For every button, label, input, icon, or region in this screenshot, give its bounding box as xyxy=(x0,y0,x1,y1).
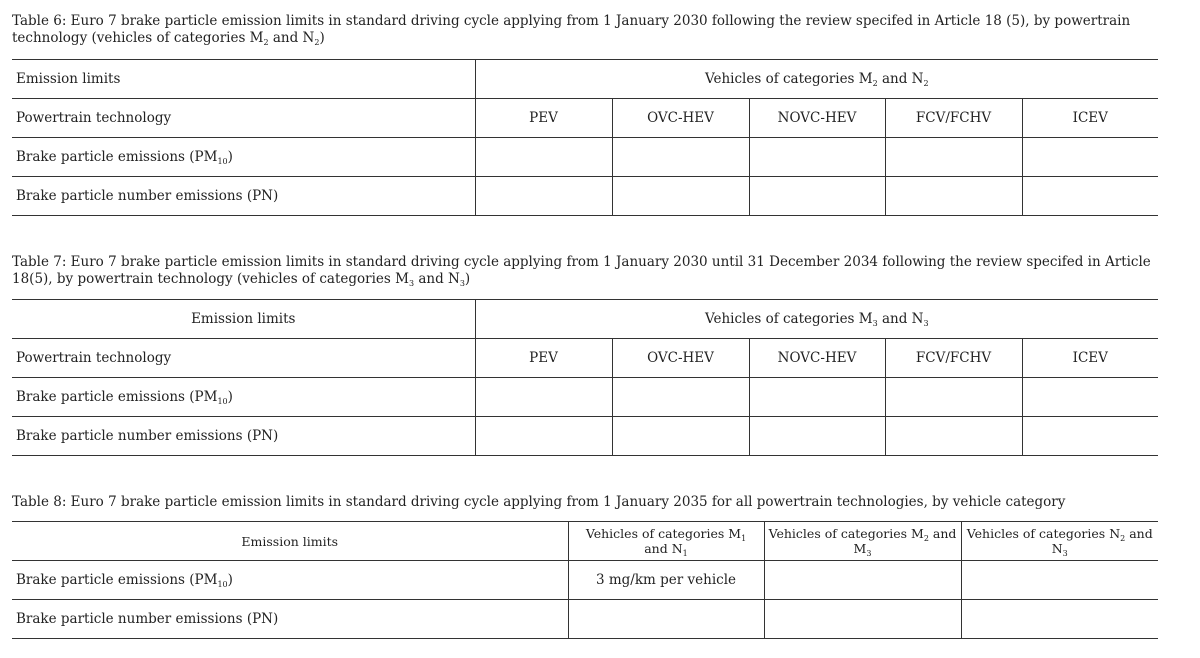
table-cell xyxy=(475,378,612,417)
table7 xyxy=(12,299,1158,456)
table-cell xyxy=(612,378,749,417)
table-cell xyxy=(885,138,1022,177)
table8 xyxy=(12,521,1158,639)
table-cell xyxy=(749,138,885,177)
table-cell xyxy=(475,138,612,177)
tech-pev: PEV xyxy=(475,99,612,138)
table-row xyxy=(12,600,1158,639)
table-cell xyxy=(568,600,764,639)
vehicle-category-header: Vehicles of categories $M_3$ and $N_3$ xyxy=(475,300,1158,339)
table-cell xyxy=(749,177,885,216)
table-row xyxy=(12,522,1158,561)
tech-ovc-hev: OVC-HEV xyxy=(612,99,749,138)
table-cell xyxy=(612,417,749,456)
pm-label: Brake particle emissions $(PM_{10})$ xyxy=(12,138,475,177)
table-row xyxy=(12,300,1158,339)
emission-limits-label: Emission limits xyxy=(12,60,475,99)
table-row xyxy=(12,417,1158,456)
table-cell xyxy=(885,378,1022,417)
tech-icev: ICEV xyxy=(1022,339,1158,378)
table-row xyxy=(12,138,1158,177)
tech-ovc-hev: OVC-HEV xyxy=(612,339,749,378)
table-cell xyxy=(961,561,1158,600)
tech-novc-hev: NOVC-HEV xyxy=(749,339,885,378)
category-m2-m3: Vehicles of categories $M_2$ and $M_3$ xyxy=(764,522,961,561)
pn-label: Brake particle number emissions (PN) xyxy=(12,177,475,216)
table-cell xyxy=(1022,417,1158,456)
table8-caption: Table 8: Euro 7 brake particle emission limits in standard driving cycle applying from 1 January 2035 for all powertrain technologies, by vehicle category xyxy=(12,494,1066,510)
table-row xyxy=(12,378,1158,417)
table-cell xyxy=(764,561,961,600)
table6-caption: Table 6: Euro 7 brake particle emission limits in standard driving cycle applying from 1 January 2030 following the review specifed in Article 18 (5), by powertrain technology (vehicles of categories $M_2$ and $N_2$) xyxy=(12,13,1131,47)
tech-fcv: FCV/FCHV xyxy=(885,339,1022,378)
table-cell xyxy=(749,417,885,456)
table-row xyxy=(12,60,1158,99)
category-m1-n1: Vehicles of categories $M_1$ and $N_1$ xyxy=(568,522,764,561)
vehicle-category-header: Vehicles of categories $M_2$ and $N_2$ xyxy=(475,60,1158,99)
table-cell xyxy=(612,138,749,177)
pn-label: Brake particle number emissions (PN) xyxy=(12,600,568,639)
pn-label: Brake particle number emissions (PN) xyxy=(12,417,475,456)
table-cell xyxy=(749,378,885,417)
table-cell xyxy=(475,177,612,216)
tech-icev: ICEV xyxy=(1022,99,1158,138)
pm-label: Brake particle emissions $(PM_{10})$ xyxy=(12,561,568,600)
table-cell xyxy=(475,417,612,456)
tech-pev: PEV xyxy=(475,339,612,378)
category-n2-n3: Vehicles of categories $N_2$ and $N_3$ xyxy=(961,522,1158,561)
emission-limits-label: Emission limits xyxy=(12,300,475,339)
table-cell xyxy=(764,600,961,639)
powertrain-label: Powertrain technology xyxy=(12,339,475,378)
emission-limits-label: Emission limits xyxy=(12,522,568,561)
pm-label: Brake particle emissions $(PM_{10})$ xyxy=(12,378,475,417)
table-cell xyxy=(885,177,1022,216)
table6 xyxy=(12,59,1158,216)
table-cell xyxy=(1022,138,1158,177)
table-cell xyxy=(1022,378,1158,417)
pm-limit-value: 3 mg/km per vehicle xyxy=(568,561,764,600)
table-row xyxy=(12,561,1158,600)
table-cell xyxy=(961,600,1158,639)
table7-caption: Table 7: Euro 7 brake particle emission limits in standard driving cycle applying from 1 January 2030 until 31 December 2034 following the review specifed in Article 18(5), by powertrain technology (vehicles of categories $M_3$ and $N_3$) xyxy=(12,254,1151,288)
table-cell xyxy=(885,417,1022,456)
powertrain-label: Powertrain technology xyxy=(12,99,475,138)
table-row xyxy=(12,99,1158,138)
table-row xyxy=(12,339,1158,378)
table-row xyxy=(12,177,1158,216)
table-cell xyxy=(612,177,749,216)
tech-fcv: FCV/FCHV xyxy=(885,99,1022,138)
tech-novc-hev: NOVC-HEV xyxy=(749,99,885,138)
table-cell xyxy=(1022,177,1158,216)
